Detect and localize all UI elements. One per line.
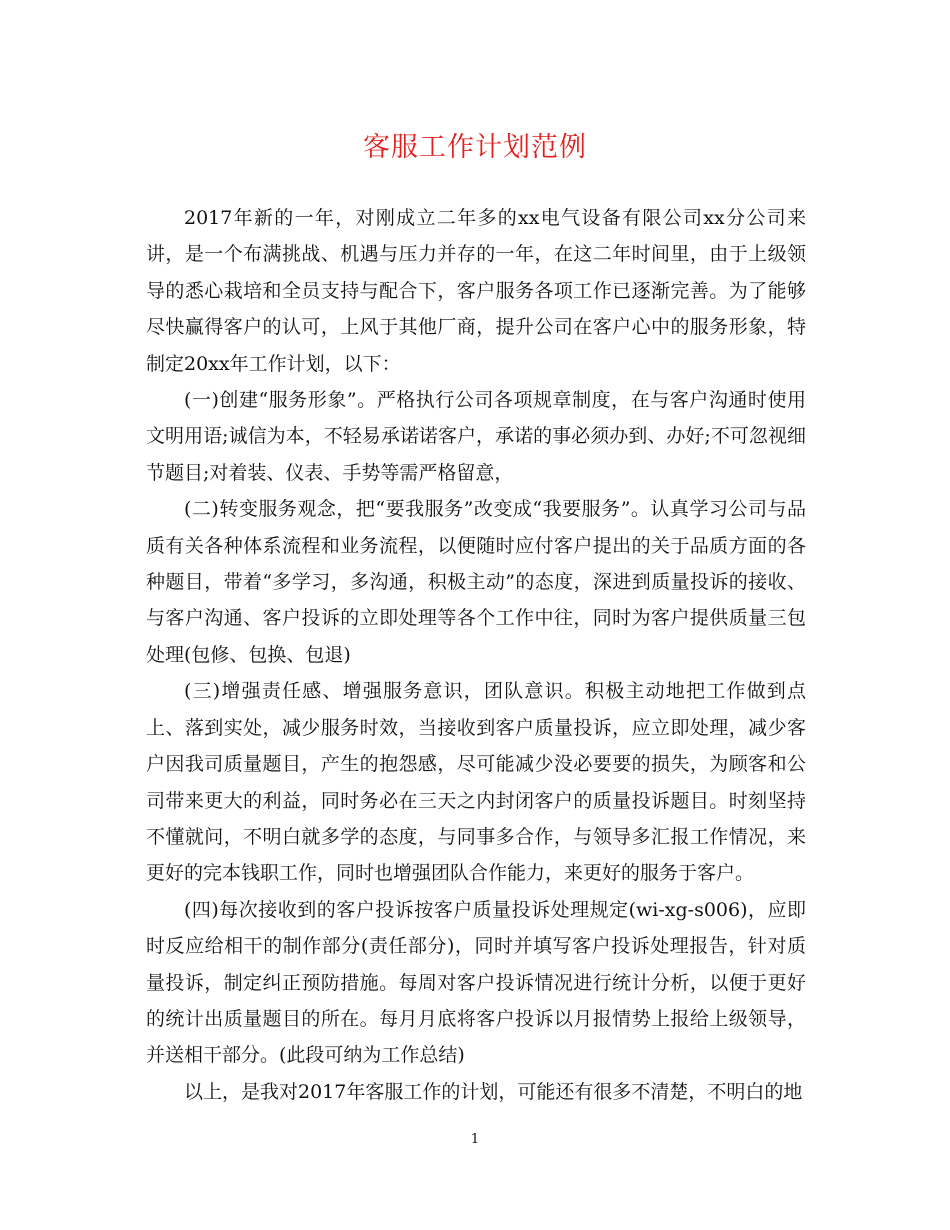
document-title: 客服工作计划范例	[363, 132, 587, 163]
paragraph-section-2: (二)转变服务观念，把“要我服务”改变成“我要服务”。认真学习公司与品质有关各种体系流程和业务流程，以便随时应付客户提出的关于品质方面的各种题目，带着“多学习，多沟通，积极主动”的态度，深进到质量投诉的接收、与客户沟通、客户投诉的立即处理等各个工作中往，同时为客户提供质量三包处理(包修、包换、包退)	[146, 498, 806, 666]
paragraph-intro: 2017年新的一年，对刚成立二年多的xx电气设备有限公司xx分公司来讲，是一个布满挑战、机遇与压力并存的一年，在这二年时间里，由于上级领导的悉心栽培和全员支持与配合下，客户服务各项工作已逐渐完善。为了能够尽快赢得客户的认可，上风于其他厂商，提升公司在客户心中的服务形象，特制定20xx年工作计划，以下：	[146, 207, 806, 375]
paragraph-closing: 以上，是我对2017年客服工作的计划，可能还有很多不清楚，不明白的地	[184, 1080, 803, 1103]
paragraph-section-3: (三)增强责任感、增强服务意识，团队意识。积极主动地把工作做到点上、落到实处，减少服务时效，当接收到客户质量投诉，应立即处理，减少客户因我司质量题目，产生的抱怨感，尽可能减少没必要要的损失，为顾客和公司带来更大的利益，同时务必在三天之内封闭客户的质量投诉题目。时刻坚持不懂就问，不明白就多学的态度，与同事多合作，与领导多汇报工作情况，来更好的完本钱职工作，同时也增强团队合作能力，来更好的服务于客户。	[146, 680, 806, 885]
paragraph-section-4: (四)每次接收到的客户投诉按客户质量投诉处理规定(wi-xg-s006)，应即时反应给相干的制作部分(责任部分)，同时并填写客户投诉处理报告，针对质量投诉，制定纠正预防措施。每周对客户投诉情况进行统计分析，以便于更好的统计出质量题目的所在。每月月底将客户投诉以月报情势上报给上级领导，并送相干部分。(此段可纳为工作总结)	[146, 898, 806, 1067]
paragraph-section-1: (一)创建“服务形象”。严格执行公司各项规章制度，在与客户沟通时使用文明用语;诚信为本，不轻易承诺诺客户，承诺的事必须办到、办好;不可忽视细节题目;对着装、仪表、手势等需严格留意，	[146, 389, 806, 484]
document-body	[146, 200, 806, 1110]
page-number: 1	[470, 1132, 480, 1147]
